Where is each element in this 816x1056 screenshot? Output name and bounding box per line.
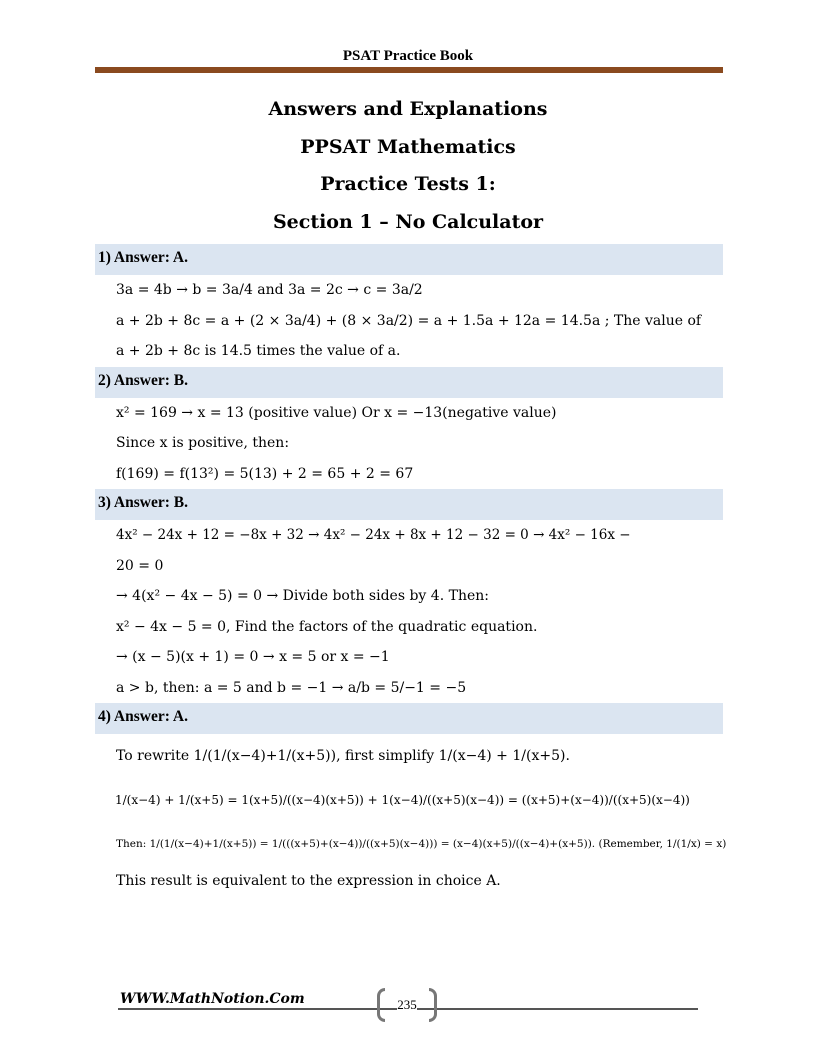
answer-line: a + 2b + 8c = a + (2 × 3a/4) + (8 × 3a/2) = a + 1.5a + 12a = 14.5a ; The value of [116,312,702,329]
answer-heading: 1) Answer: A. [95,244,723,275]
title-line: Practice Tests 1: [320,173,496,195]
answer-line: 20 = 0 [116,557,164,574]
section-titles [0,96,816,246]
answer-line: Since x is positive, then: [116,435,290,451]
answer-line: a > b, then: a = 5 and b = −1 → a/b = 5/−1 = −5 [116,679,467,696]
answer-line: a + 2b + 8c is 14.5 times the value of a. [116,343,401,359]
header-rule [95,67,723,73]
title-line: PPSAT Mathematics [300,135,516,158]
answer-line: 1/(x−4) + 1/(x+5) = 1(x+5)/((x−4)(x+5)) + 1(x−4)/((x+5)(x−4)) = ((x+5)+(x−4))/((x+5)(x−4)) [115,793,690,807]
title-line: Answers and Explanations [268,98,548,120]
footer-site: WWW.MathNotion.Com [120,991,305,1007]
answer-heading: 3) Answer: B. [95,489,723,520]
title-line: Section 1 – No Calculator [272,210,544,233]
answer-heading: 4) Answer: A. [95,703,723,734]
answer-line: x² − 4x − 5 = 0, Find the factors of the quadratic equation. [116,618,538,635]
answer-line: → 4(x² − 4x − 5) = 0 → Divide both sides by 4. Then: [116,588,489,604]
page-header-title: PSAT Practice Book [342,48,474,64]
answer-line: 3a = 4b → b = 3a/4 and 3a = 2c → c = 3a/2 [116,282,423,298]
answer-line: 4x² − 24x + 12 = −8x + 32 → 4x² − 24x + 8x + 12 − 32 = 0 → 4x² − 16x − [116,527,631,543]
answer-line: → (x − 5)(x + 1) = 0 → x = 5 or x = −1 [116,649,390,665]
answer-line: Then: 1/(1/(x−4)+1/(x+5)) = 1/(((x+5)+(x−4))/((x+5)(x−4))) = (x−4)(x+5)/((x−4)+(x+5)). (Remember, 1/(1/x) = x) [116,838,727,850]
answer-line: This result is equivalent to the expression in choice A. [116,873,501,889]
answer-heading: 2) Answer: B. [95,367,723,398]
page-number-box [377,988,437,1022]
answer-line: x² = 169 → x = 13 (positive value) Or x = −13(negative value) [116,404,557,421]
bracket-right [429,988,437,1022]
page-number: 235 [397,997,417,1012]
answer-line: f(169) = f(13²) = 5(13) + 2 = 65 + 2 = 67 [116,465,414,482]
answer-line: To rewrite 1/(1/(x−4)+1/(x+5)), first simplify 1/(x−4) + 1/(x+5). [116,748,570,764]
answers-content [95,244,727,897]
bracket-left [377,988,385,1022]
